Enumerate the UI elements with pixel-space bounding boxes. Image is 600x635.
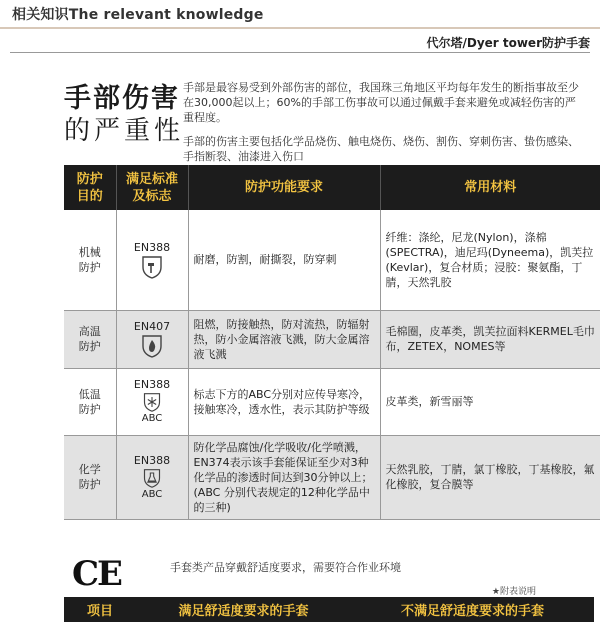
intro-paragraph-2: 手部的伤害主要包括化学品烧伤、触电烧伤、烧伤、割伤、穿刺伤害、蛰伤感染、手指断裂、油漆进入伤口 (183, 135, 579, 163)
row-standard (116, 310, 188, 368)
headline-line2: 的严重性 (64, 116, 185, 146)
comfort-table-header (64, 597, 594, 622)
row-standard (116, 368, 188, 435)
section-title: 相关知识The relevant knowledge (12, 7, 264, 23)
table-note: ★附表说明 (491, 587, 536, 597)
table-header-row (64, 165, 600, 210)
row-materials: 皮革类，新雪丽等 (380, 368, 600, 435)
flask-shield-icon (142, 468, 162, 488)
header-function: 防护功能要求 (188, 165, 380, 210)
row-function: 阻燃，防接触热，防对流热，防辐射热，防小金属溶液飞溅，防大金属溶液飞溅 (188, 310, 380, 368)
intro-paragraph-1: 手部是最容易受到外部伤害的部位，我国珠三角地区平均每年发生的断指事故至少在30,000起以上；60%的手部工伤事故可以通过佩戴手套来避免或减轻伤害的严重程度。 (183, 81, 579, 124)
standard-code: EN388 (133, 378, 171, 391)
snowflake-shield-icon (142, 392, 162, 412)
product-subtitle: 代尔塔/Dyer tower防护手套 (426, 36, 590, 50)
row-category: 高温防护 (64, 310, 116, 368)
standard-code: EN388 (133, 240, 171, 254)
row-function: 标志下方的ABC分别对应传导寒冷，接触寒冷，透水性，表示其防护等级 (188, 368, 380, 435)
standard-code: EN407 (133, 320, 171, 333)
row-function: 耐磨，防割，耐撕裂，防穿刺 (188, 210, 380, 310)
row-materials: 天然乳胶，丁腈，氯丁橡胶，丁基橡胶，氟化橡胶，复合膜等 (380, 435, 600, 519)
row-category: 机械防护 (64, 210, 116, 310)
row-standard (116, 210, 188, 310)
header-materials: 常用材料 (380, 165, 600, 210)
row-category: 化学防护 (64, 435, 116, 519)
ce-description: 手套类产品穿戴舒适度要求，需要符合作业环境 (170, 561, 401, 574)
standard-abc: ABC (141, 488, 163, 500)
row-standard (116, 435, 188, 519)
standard-code: EN388 (133, 453, 171, 467)
row-materials: 毛棉圈，皮革类，凯芙拉面料KERMEL毛巾布，ZETEX，NOMES等 (380, 310, 600, 368)
header-not-meets-comfort: 不满足舒适度要求的手套 (400, 604, 544, 619)
header-standard: 满足标准及标志 (116, 165, 188, 210)
hammer-shield-icon (141, 255, 163, 279)
section-divider (0, 27, 600, 29)
ce-mark-logo: CE (72, 554, 121, 594)
row-function: 防化学品腐蚀/化学吸收/化学喷溅，EN374表示该手套能保证至少对3种化学品的渗透时间达到30分钟以上；(ABC 分别代表规定的12种化学品中的三种) (188, 435, 380, 519)
table-row (64, 310, 600, 368)
table-row (64, 368, 600, 435)
table-row (64, 435, 600, 519)
header-category: 防护目的 (64, 165, 116, 210)
row-category: 低温防护 (64, 368, 116, 435)
flame-shield-icon (141, 334, 163, 358)
headline-line1: 手部伤害 (64, 83, 180, 114)
subtitle-divider (10, 52, 590, 53)
table-row (64, 210, 600, 310)
header-item: 项目 (86, 604, 113, 619)
protection-table (64, 165, 600, 520)
standard-abc: ABC (141, 413, 163, 424)
header-meets-comfort: 满足舒适度要求的手套 (178, 604, 309, 619)
row-materials: 纤维：涤纶，尼龙(Nylon)，涤棉(SPECTRA)，迪尼玛(Dyneema)，凯芙拉(Kevlar)，复合材质；浸胶：聚氨酯，丁腈，天然乳胶 (380, 210, 600, 310)
